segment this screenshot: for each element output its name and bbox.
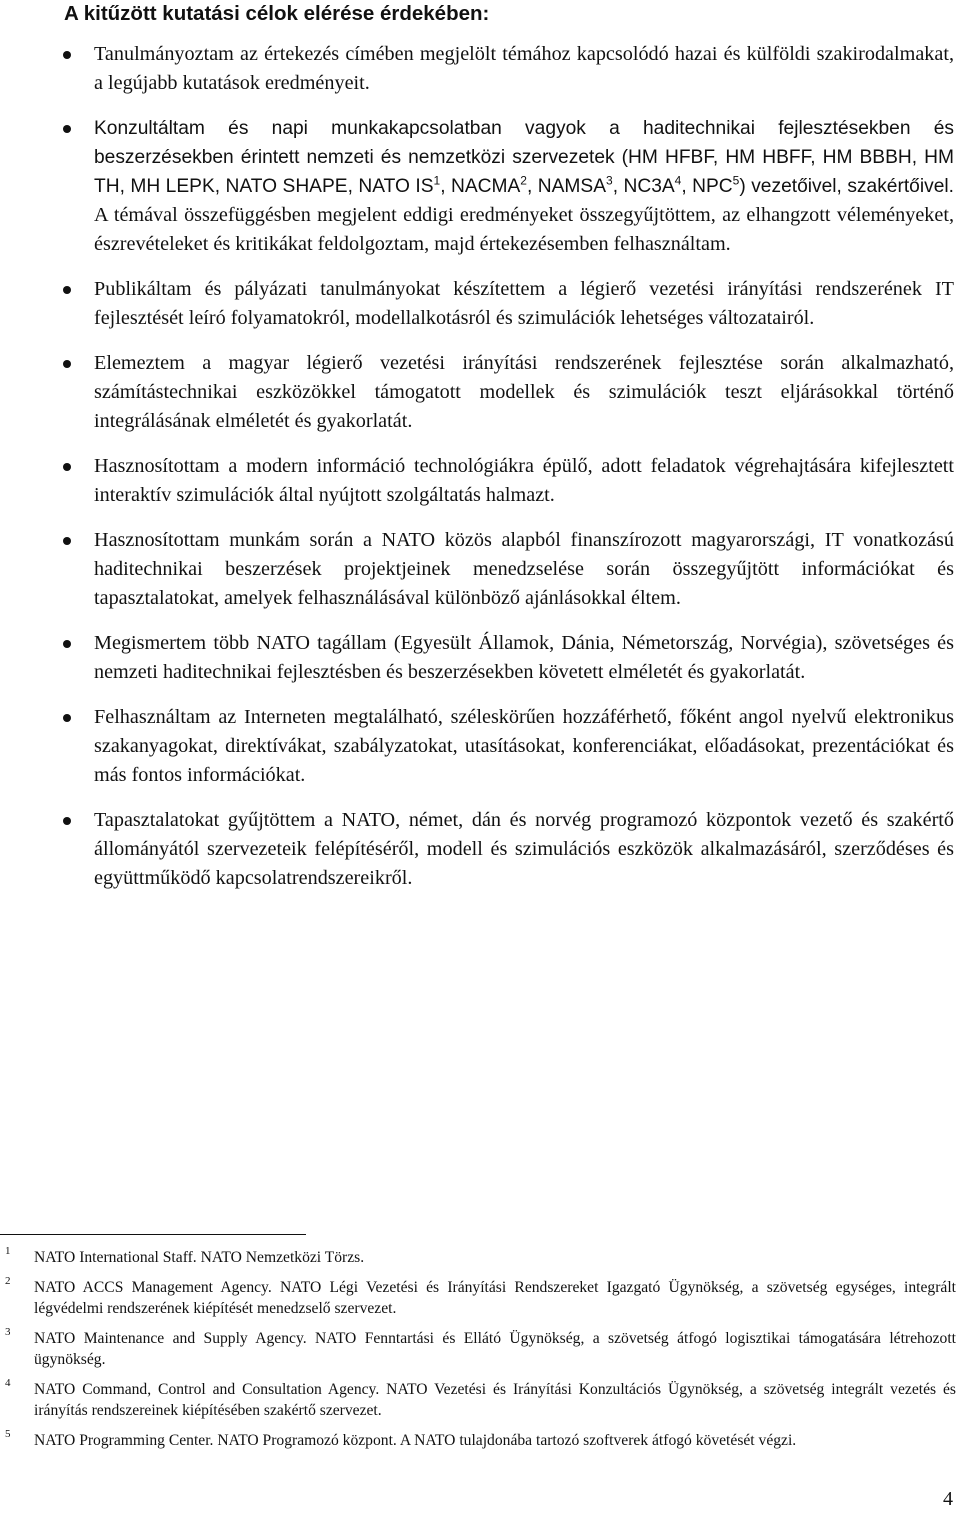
bullet-icon [63,360,71,368]
list-item-text: , NAMSA [526,176,606,197]
footnote-ref[interactable]: 4 [674,173,682,188]
footnote-ref[interactable]: 2 [520,173,527,188]
list-item [0,40,960,98]
footnote-text: NATO Maintenance and Supply Agency. NATO Fenntartási és Ellátó Ügynökség, a szövetség átfogó logisztikai támogatására létrehozott ügynökség. [34,1330,956,1368]
list-item-text: Elemeztem a magyar légierő vezetési irányítási rendszerének fejlesztése során alkalmazható, számítástechnikai eszközökkel támogatott modellek és szimulációk teszt eljárásokkal történő integrálásának elméletét és gyakorlatát. [94,352,954,432]
list-item [0,275,960,333]
bullet-icon [63,714,71,722]
list-item-text: , NACMA [440,176,521,197]
bullet-list [0,40,960,909]
footnote-ref[interactable]: 1 [433,173,441,188]
list-item [0,114,960,259]
list-item-text: , NC3A [612,176,675,197]
list-item-text: Hasznosítottam a modern információ technológiákra épülő, adott feladatok végrehajtására kifejlesztett interaktív szimulációk által nyújtott szolgáltatás halmazt. [94,455,954,506]
footnote-text: NATO Programming Center. NATO Programozó központ. A NATO tulajdonába tartozó szoftverek átfogó követését végzi. [34,1432,797,1449]
bullet-icon [63,51,71,59]
footnote-ref[interactable]: 3 [606,173,613,188]
list-item [0,806,960,893]
footnote [0,1247,960,1268]
bullet-icon [63,817,71,825]
bullet-icon [63,537,71,545]
list-item-text: Hasznosítottam munkám során a NATO közös alapból finanszírozott magyarországi, IT vonatkozású haditechnikai beszerzések projektjeinek menedzselése során összegyűjtött információkat és tapasztalatokat, amelyek felhasználásával különböző ajánlásokkal éltem. [94,529,954,609]
footnote-text: NATO Command, Control and Consultation Agency. NATO Vezetési és Irányítási Konzultációs Ügynökség, a szövetség integrált vezetés és irányítás rendszereinek kiépítésében szakértő szervezet. [34,1381,956,1419]
footnote-divider [0,1234,306,1235]
bullet-icon [63,125,71,133]
section-heading: A kitűzött kutatási célok elérése érdekében: [64,2,490,25]
bullet-icon [63,463,71,471]
footnote-number: 2 [5,1275,11,1287]
page-number: 4 [943,1488,953,1510]
list-item-text: Tapasztalatokat gyűjtöttem a NATO, német, dán és norvég programozó központok vezető és szakértő állományától szervezeteik felépítéséről, modell és szimulációs eszközök alkalmazásáról, szerződéses és együttműködő kapcsolatrendszereikről. [94,809,954,889]
list-item-text: Publikáltam és pályázati tanulmányokat készítettem a légierő vezetési irányítási rendszerének IT fejlesztését leíró folyamatokról, modellalkotásról és szimulációk lehetséges változatairól. [94,278,954,329]
list-item [0,452,960,510]
list-item [0,349,960,436]
footnote [0,1328,960,1370]
footnote-number: 3 [5,1326,11,1338]
footnote-text: NATO ACCS Management Agency. NATO Légi Vezetési és Irányítási Rendszereket Igazgató Ügynökség, a szövetség egységes, integrált légvédelmi rendszerének kiépítését menedzselő szervezet. [34,1279,956,1317]
footnote-list [0,1247,960,1460]
list-item-text: A témával összefüggésben megjelent eddigi eredményeket összegyűjtöttem, az elhangzott véleményeket, észrevételeket és kritikákat feldolgoztam, majd értekezésemben felhasználtam. [94,204,954,255]
footnote [0,1277,960,1319]
footnote-number: 1 [5,1245,11,1257]
bullet-icon [63,640,71,648]
list-item [0,703,960,790]
footnote-number: 5 [5,1428,11,1440]
footnote-text: NATO International Staff. NATO Nemzetközi Törzs. [34,1249,365,1266]
bullet-icon [63,286,71,294]
footnote-number: 4 [5,1377,11,1389]
list-item-text: , NPC [681,176,733,197]
footnote [0,1379,960,1421]
list-item-text: Konzultáltam és napi munkakapcsolatban vagyok a haditechnikai fejlesztésekben és beszerzésekben érintett nemzeti és nemzetközi szervezetek (HM HFBF, HM HBFF, HM BBBH, HM TH, MH LEPK, NATO SHAPE, NATO IS [94,118,954,197]
list-item-text: Megismertem több NATO tagállam (Egyesült Államok, Dánia, Németország, Norvégia), szövetséges és nemzeti haditechnikai fejlesztésben és beszerzésekben követett elméletét és gyakorlatát. [94,632,954,683]
list-item-text: Felhasználtam az Interneten megtalálható, széleskörűen hozzáférhető, főként angol nyelvű elektronikus szakanyagokat, direktívákat, szabályzatokat, utasításokat, konferenciákat, előadásokat, prezentációkat és más fontos információkat. [94,706,954,786]
list-item-text: ) vezetőivel, szakértőivel. [739,176,954,197]
list-item [0,629,960,687]
list-item [0,526,960,613]
footnote [0,1430,960,1451]
list-item-text: Tanulmányoztam az értekezés címében megjelölt témához kapcsolódó hazai és külföldi szakirodalmakat, a legújabb kutatások eredményeit. [94,43,954,94]
footnote-ref[interactable]: 5 [732,173,740,188]
